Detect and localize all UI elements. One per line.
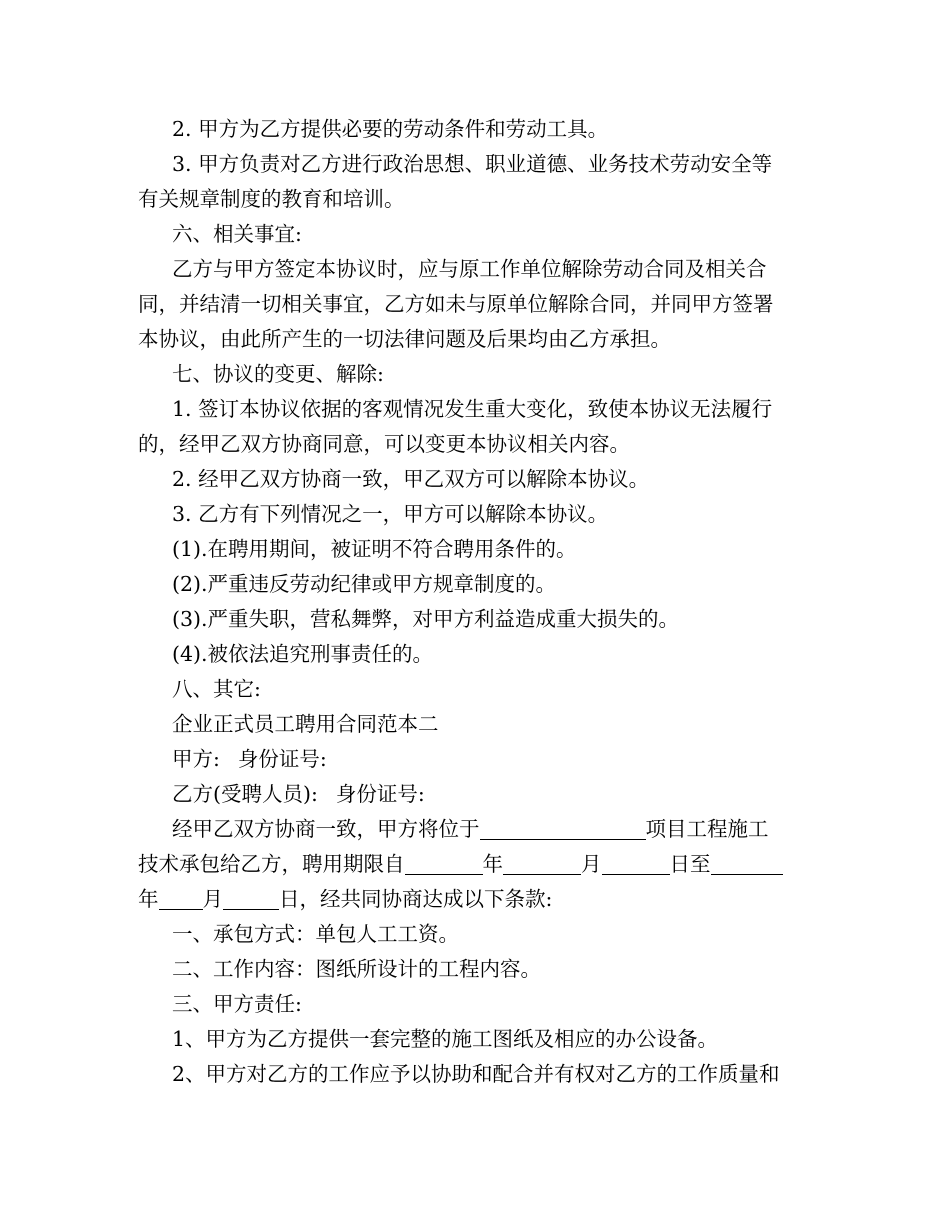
clause-subitem: (3).严重失职，营私舞弊，对甲方利益造成重大损失的。 xyxy=(172,607,680,631)
clause-text: 年 xyxy=(138,887,159,911)
party-a-label: 甲方: xyxy=(172,747,220,771)
start-day-blank xyxy=(602,852,670,875)
clause-line: 同，并结清一切相关事宜，乙方如未与原单位解除合同，并同甲方签署 xyxy=(138,292,774,316)
clause-line: 3. 乙方有下列情况之一，甲方可以解除本协议。 xyxy=(172,502,609,526)
clause-line: 本协议，由此所产生的一切法律问题及后果均由乙方承担。 xyxy=(138,327,671,351)
party-b-line xyxy=(138,777,814,812)
party-a-line xyxy=(138,742,814,777)
clause-line xyxy=(138,847,814,882)
clause-line: 2、甲方对乙方的工作应予以协助和配合并有权对乙方的工作质量和 xyxy=(172,1062,780,1086)
clause-line xyxy=(138,812,814,847)
party-a-id-label: 身份证号: xyxy=(237,747,327,771)
clause-subitem: (2).严重违反劳动纪律或甲方规章制度的。 xyxy=(172,572,557,596)
clause-line: 乙方与甲方签定本协议时，应与原工作单位解除劳动合同及相关合 xyxy=(172,257,767,281)
clause-line: 的，经甲乙双方协商同意，可以变更本协议相关内容。 xyxy=(138,432,630,456)
clause-text: 日至 xyxy=(669,852,711,876)
party-b-id-label: 身份证号: xyxy=(335,782,425,806)
section-heading: 三、甲方责任: xyxy=(172,992,302,1016)
clause-text: 项目工程施工 xyxy=(645,817,769,841)
clause-line: 1. 签订本协议依据的客观情况发生重大变化，致使本协议无法履行 xyxy=(172,397,773,421)
clause-line: 1、甲方为乙方提供一套完整的施工图纸及相应的办公设备。 xyxy=(172,1027,719,1051)
clause-text: 技术承包给乙方，聘用期限自 xyxy=(138,852,405,876)
end-year-blank xyxy=(711,852,783,875)
end-day-blank xyxy=(223,887,279,910)
clause-line: 2. 甲方为乙方提供必要的劳动条件和劳动工具。 xyxy=(172,117,609,141)
clause-line xyxy=(138,882,814,917)
clause-line: 一、承包方式：单包人工工资。 xyxy=(172,922,459,946)
party-b-label: 乙方(受聘人员): xyxy=(172,782,318,806)
contract-title: 企业正式员工聘用合同范本二 xyxy=(172,712,439,736)
clause-line: 3. 甲方负责对乙方进行政治思想、职业道德、业务技术劳动安全等 xyxy=(172,152,773,176)
clause-subitem: (1).在聘用期间，被证明不符合聘用条件的。 xyxy=(172,537,577,561)
document-body xyxy=(138,112,814,1092)
start-year-blank xyxy=(405,852,483,875)
clause-text: 日，经共同协商达成以下条款: xyxy=(279,887,553,911)
clause-text: 经甲乙双方协商一致，甲方将位于 xyxy=(172,817,480,841)
section-heading: 八、其它: xyxy=(172,677,261,701)
clause-line: 2. 经甲乙双方协商一致，甲乙双方可以解除本协议。 xyxy=(172,467,650,491)
clause-line: 二、工作内容：图纸所设计的工程内容。 xyxy=(172,957,541,981)
clause-text: 年 xyxy=(482,852,503,876)
clause-subitem: (4).被依法追究刑事责任的。 xyxy=(172,642,434,666)
clause-line: 有关规章制度的教育和培训。 xyxy=(138,187,405,211)
section-heading: 六、相关事宜: xyxy=(172,222,302,246)
section-heading: 七、协议的变更、解除: xyxy=(172,362,384,386)
start-month-blank xyxy=(503,852,581,875)
clause-text: 月 xyxy=(581,852,602,876)
location-blank xyxy=(480,817,646,840)
end-month-blank xyxy=(159,887,203,910)
clause-text: 月 xyxy=(202,887,223,911)
